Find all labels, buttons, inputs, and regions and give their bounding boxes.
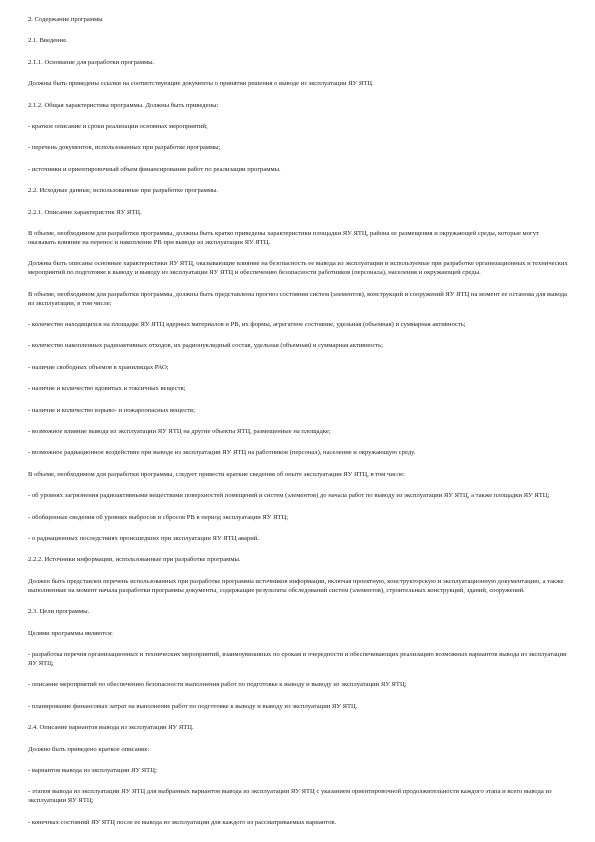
body-paragraph: Должны быть описаны основные характеристики ЯУ ЯТЦ, оказывающие влияние на безопасность ее вывода из эксплуатации и используемые при разработке организационных и технических мероприятий по подготовке к выводу и выводу из эксплуатации ЯУ ЯТЦ и обеспечению безопасности работников (персонала), населения и окружающей среды. (28, 260, 568, 277)
list-item: - планирование финансовых затрат на выполнение работ по подготовке к выводу и выводу из эксплуатации ЯУ ЯТЦ. (28, 702, 358, 710)
subsection-heading: 2.2.1. Описание характеристик ЯУ ЯТЦ. (28, 208, 142, 216)
list-item: - возможное радиационное воздействие при выводе из эксплуатации ЯУ ЯТЦ на работников (персонал), население и окружающую среду. (28, 449, 416, 457)
section-heading: 2. Содержание программы (28, 16, 103, 23)
subsection-heading: 2.1.2. Общая характеристика программы. Должны быть приведены: (28, 101, 219, 109)
list-item: - наличие и количество ядовитых и токсичных веществ; (28, 385, 186, 393)
body-paragraph: Должны быть приведены ссылки на соответствующие документы о принятии решения о выводе из эксплуатации ЯУ ЯТЦ. (28, 80, 374, 88)
list-item: - количество накопленных радиоактивных отходов, их радионуклидный состав, удельная (объемная) и суммарная активность; (28, 342, 383, 350)
body-paragraph: В объеме, необходимом для разработки программы, должны быть кратко приведены характеристики площадки ЯУ ЯТЦ, района ее размещения и окружающей среды, которые могут оказывать влияние на перенос и накопление РВ при выводе из эксплуатации ЯУ ЯТЦ. (28, 230, 539, 246)
subsection-heading: 2.4. Описание вариантов вывода из эксплуатации ЯУ ЯТЦ. (28, 724, 194, 732)
subsection-heading: 2.3. Цели программы. (28, 608, 90, 616)
list-item: - наличие и количество взрыво- и пожароопасных веществ; (28, 406, 195, 414)
list-item: - этапов вывода из эксплуатации ЯУ ЯТЦ для выбранных вариантов вывода из эксплуатации ЯУ ЯТЦ с указанием ориентировочной продолжительности каждого этапа и всего вывода из эксплуатации ЯУ ЯТЦ; (28, 788, 552, 805)
body-paragraph: Должен быть представлен перечень использованных при разработке программы источников информации, включая проектную, конструкторскую и эксплуатационную документацию, а также выполненные на момент начала разработки программы документы, содержащие результаты обследований систем (элементов), строительных конструкций, зданий, сооружений. (28, 577, 564, 594)
list-item: - разработка перечня организационных и технических мероприятий, взаимоувязанных по срокам и очередности и обеспечивающих реализацию возможных вариантов вывода из эксплуатации ЯУ ЯТЦ; (28, 651, 567, 667)
body-paragraph: В объеме, необходимом для разработки программы, должны быть представлены прогноз состояния систем (элементов), конструкций и сооружений ЯУ ЯТЦ на момент ее останова для вывода из эксплуатации, в том числе: (28, 290, 568, 307)
list-item: - об уровнях загрязнения радиоактивными веществами поверхностей помещений и систем (элементов) до начала работ по выводу из эксплуатации ЯУ ЯТЦ, а также площадки ЯУ ЯТЦ; (28, 492, 550, 500)
list-item: - вариантов вывода из эксплуатации ЯУ ЯТЦ; (28, 766, 157, 774)
subsection-heading: 2.1. Введение. (28, 37, 68, 45)
list-item: - количество находящихся на площадке ЯУ ЯТЦ ядерных материалов и РВ, их формы, агрегатное состояние, удельная (объемная) и суммарная активность; (28, 321, 466, 328)
list-item: - источники и ориентировочный объем финансирования работ по реализации программы. (28, 165, 281, 173)
list-item: - обобщенные сведения об уровнях выбросов и сбросов РВ в период эксплуатации ЯУ ЯТЦ; (28, 513, 289, 521)
subsection-heading: 2.2.2. Источники информации, использованные при разработке программы. (28, 556, 241, 564)
body-paragraph: Должно быть приведено краткое описание: (28, 745, 150, 753)
body-paragraph: В объеме, необходимом для разработки программы, следует привести краткие сведения об опыте эксплуатации ЯУ ЯТЦ, в том числе: (28, 470, 405, 478)
list-item: - возможное влияние вывода из эксплуатации ЯУ ЯТЦ на другие объекты ЯТЦ, размещенные на площадке; (28, 428, 331, 436)
subsection-heading: 2.1.1. Основание для разработки программы. (28, 58, 155, 66)
subsection-heading: 2.2. Исходные данные, использованные при разработке программы. (28, 187, 219, 195)
list-item: - описание мероприятий по обеспечению безопасности выполнения работ по подготовке к выводу и выводу из эксплуатации ЯУ ЯТЦ; (28, 681, 407, 689)
list-item: - о радиационных последствиях происшедших при эксплуатации ЯУ ЯТЦ аварий. (28, 535, 259, 543)
body-paragraph: Целями программы являются: (28, 629, 113, 637)
list-item: - краткое описание и сроки реализации основных мероприятий; (28, 123, 208, 131)
list-item: - наличие свободных объемов в хранилищах РАО; (28, 363, 169, 371)
list-item: - конечных состояний ЯУ ЯТЦ после ее вывода из эксплуатации для каждого из рассматриваемых вариантов. (28, 818, 337, 826)
list-item: - перечень документов, использованных при разработке программы; (28, 144, 221, 152)
document-body (28, 16, 568, 840)
